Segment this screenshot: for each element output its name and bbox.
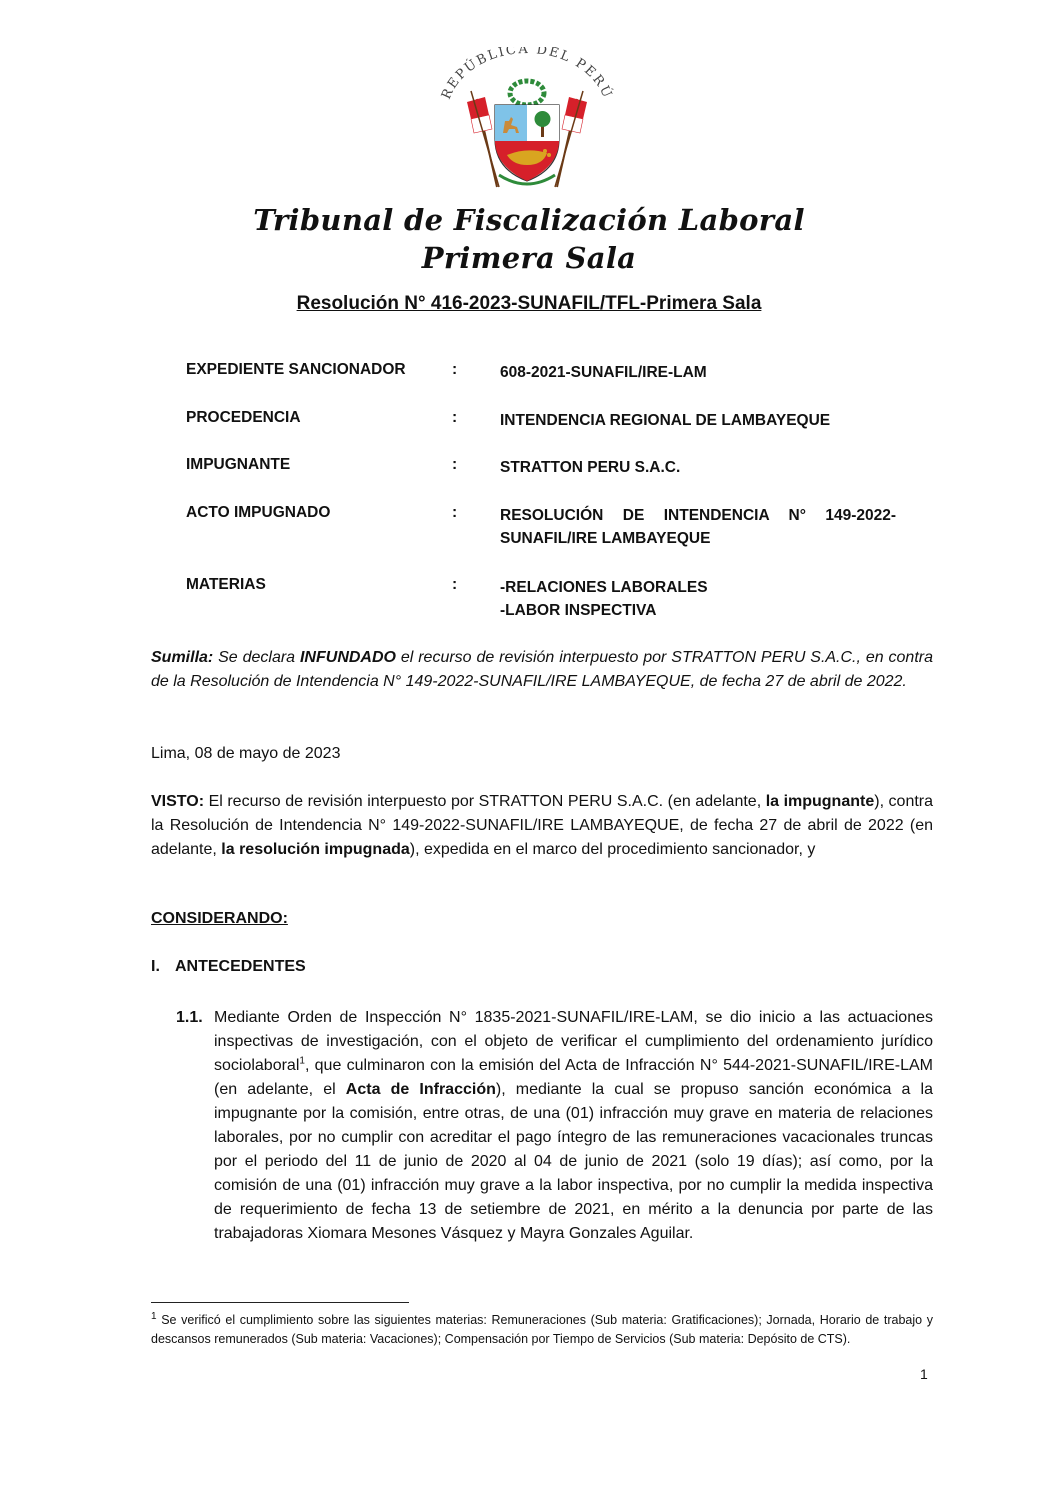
section-number: I. xyxy=(151,958,160,975)
meta-label: EXPEDIENTE SANCIONADOR xyxy=(186,361,406,378)
laurel-wreath xyxy=(510,81,544,105)
page-number: 1 xyxy=(920,1366,928,1382)
court-title: Tribunal de Fiscalización Laboral xyxy=(253,203,805,237)
paragraph-1-1 xyxy=(214,1006,933,1246)
paragraph-text: ), mediante la cual se propuso sanción económica a la impugnante por la comisión, entre otras, de una (01) infracción muy grave en materia de relaciones laborales, por no cumplir con acreditar el pago íntegro de las remuneraciones vacacionales truncas por el periodo del 11 de junio de 2020 al 04 de junio de 2021 (solo 19 días); así como, por la comisión de una (01) infracción muy grave a la labor inspectiva, por no cumplir la medida inspectiva de requerimiento de fecha 13 de setiembre de 2021, en mérito a la denuncia por parte de las trabajadoras Xiomara Mesones Vásquez y Mayra Gonzales Aguilar. xyxy=(214,1081,934,1242)
visto-paragraph xyxy=(151,790,933,862)
paragraph-number: 1.1. xyxy=(176,1009,203,1026)
sumilla-text: el recurso de revisión interpuesto por STRATTON PERU S.A.C., en contra de la Resolución de Intendencia N° 149-2022-SUNAFIL/IRE LAMBAYEQUE, de fecha 27 de abril de 2022. xyxy=(151,649,934,690)
meta-label: IMPUGNANTE xyxy=(186,456,291,473)
meta-value: INTENDENCIA REGIONAL DE LAMBAYEQUE xyxy=(500,412,831,429)
meta-label: MATERIAS xyxy=(186,576,266,593)
flags-left xyxy=(467,91,499,187)
visto-label: VISTO: xyxy=(151,793,205,810)
footnote-divider xyxy=(151,1302,409,1303)
resolution-title: Resolución N° 416-2023-SUNAFIL/TFL-Primera Sala xyxy=(296,293,762,314)
court-sala: Primera Sala xyxy=(421,241,637,275)
meta-colon: : xyxy=(452,409,458,426)
paragraph-text: Mediante Orden de Inspección N° 1835-2021-SUNAFIL/IRE-LAM, se dio inicio a las actuaciones inspectivas de investigación, con el objeto de verificar el cumplimiento del ordenamiento jurídico sociolaboral xyxy=(214,1009,933,1074)
visto-emphasis: la impugnante xyxy=(765,793,875,810)
visto-text: ), expedida en el marco del procedimiento sancionador, y xyxy=(409,841,816,858)
visto-text: ), contra la Resolución de Intendencia N° 149-2022-SUNAFIL/IRE LAMBAYEQUE, de fecha 27 de abril de 2022 (en adelante, xyxy=(151,793,934,858)
sumilla-label: Sumilla: xyxy=(151,649,214,666)
meta-colon: : xyxy=(452,576,458,593)
footnote-text: Se verificó el cumplimiento sobre las siguientes materias: Remuneraciones (Sub materia: Gratificaciones); Jornada, Horario de trabajo y descansos remunerados (Sub materia: Vacaciones); Compensación por Tiempo de Servicios (Sub materia: Depósito de CTS). xyxy=(151,1313,933,1346)
section-heading-antecedentes xyxy=(151,958,306,976)
meta-label: ACTO IMPUGNADO xyxy=(186,504,331,521)
materia-item: -LABOR INSPECTIVA xyxy=(500,602,657,619)
footnote xyxy=(151,1311,933,1349)
meta-value xyxy=(500,576,896,622)
sumilla-paragraph xyxy=(151,646,933,694)
considerando-heading: CONSIDERANDO: xyxy=(151,910,288,927)
materia-item: -RELACIONES LABORALES xyxy=(500,579,708,596)
meta-value: RESOLUCIÓN DE INTENDENCIA N° 149-2022-SUNAFIL/IRE LAMBAYEQUE xyxy=(500,507,896,547)
coat-of-arms-icon xyxy=(437,47,617,195)
shield xyxy=(495,105,559,181)
sumilla-text: Se declara xyxy=(213,649,300,666)
meta-value: STRATTON PERU S.A.C. xyxy=(500,459,681,476)
meta-label: PROCEDENCIA xyxy=(186,409,301,426)
footnote-ref[interactable]: 1 xyxy=(299,1055,305,1067)
visto-text: El recurso de revisión interpuesto por STRATTON PERU S.A.C. (en adelante, xyxy=(204,793,766,810)
paragraph-emphasis: Acta de Infracción xyxy=(345,1081,496,1098)
seal-lettering: REPÚBLICA DEL PERÚ xyxy=(438,47,616,102)
meta-colon: : xyxy=(452,504,458,521)
meta-value: 608-2021-SUNAFIL/IRE-LAM xyxy=(500,364,707,381)
meta-colon: : xyxy=(452,361,458,378)
section-title: ANTECEDENTES xyxy=(175,958,306,975)
coat-of-arms-seal xyxy=(437,47,617,195)
paragraph-text: , que culminaron con la emisión del Acta de Infracción N° 544-2021-SUNAFIL/IRE-LAM (en adelante, el xyxy=(214,1057,933,1098)
meta-colon: : xyxy=(452,456,458,473)
flags-right xyxy=(555,91,587,187)
date-line: Lima, 08 de mayo de 2023 xyxy=(151,745,341,762)
visto-emphasis: la resolución impugnada xyxy=(221,841,410,858)
sumilla-emphasis: INFUNDADO xyxy=(299,649,396,666)
footnote-number: 1 xyxy=(151,1310,157,1322)
